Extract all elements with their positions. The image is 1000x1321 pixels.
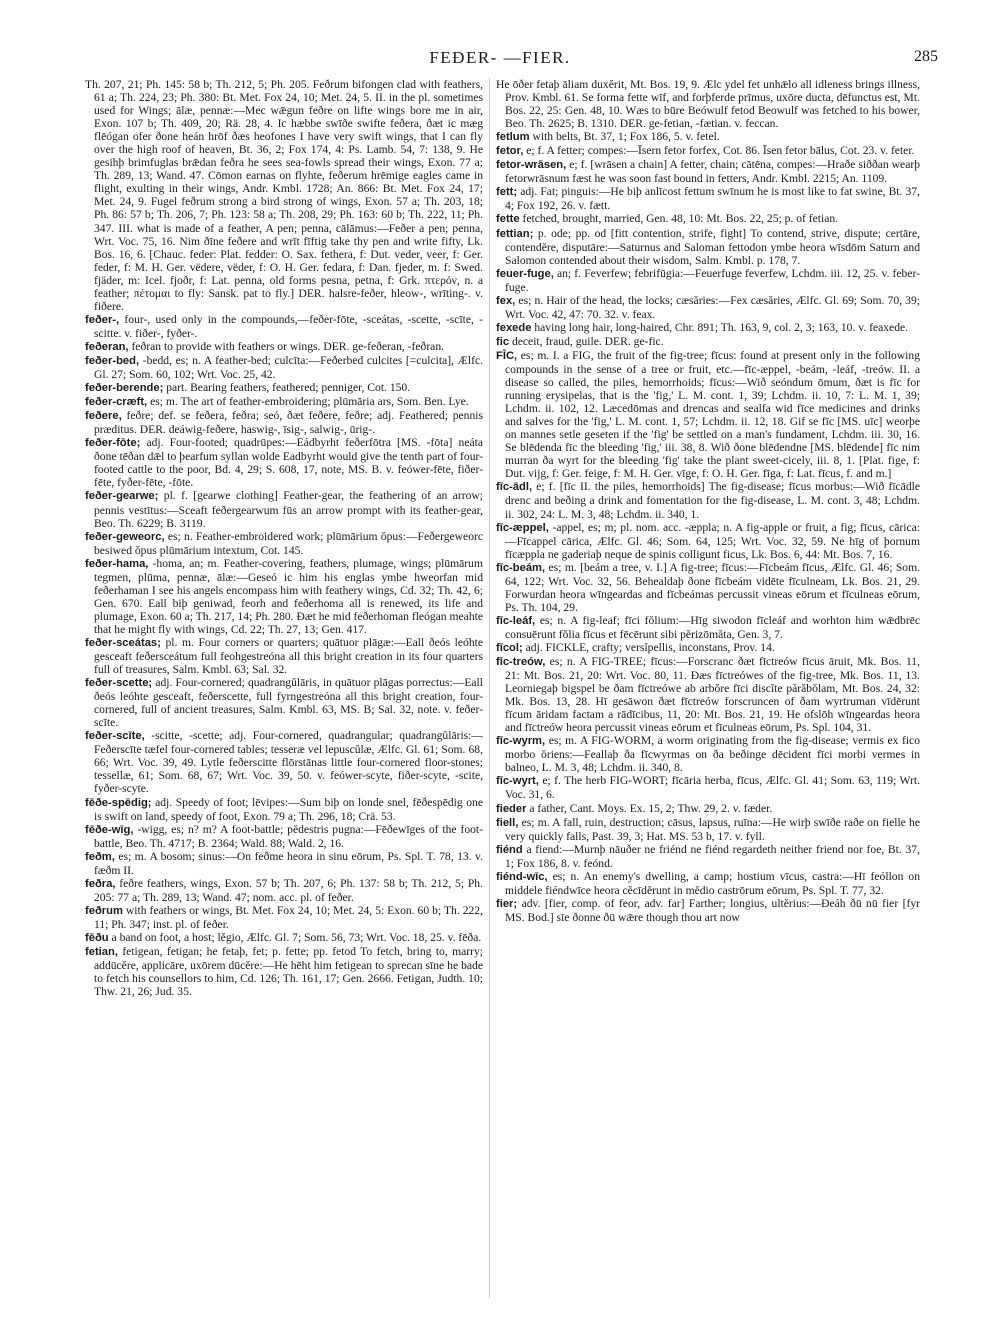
entry-headword: feðer-scīte, xyxy=(85,730,145,743)
entry-text: Th. 207, 21; Ph. 145: 58 b; Th. 212, 5; Ph. 205. Feðrum bifongen clad with feathers, 61 a; Th. 224, 23; Ph. 380: Bt. Met. Fox 24, 10; Met. 24, 5. II. in the pl. sometimes used for Wings; ālæ, pennæ:—Mec wǣgun feðre on lifte wings bore me in air, Exon. 107 b; Th. 409, 20; Rä. 28, 4. Ic hæbbe swīðe swifte feðera, ðæt ic mæg flēógan ofer ðone heán hrōf ðæs heofones I have very swift wings, that I can fly over the high roof of heaven, Bt. 36, 2; Fox 174, 4: Ps. Lamb. 54, 7: 138, 9. He gesihþ brimfuglas brǣdan feðra he sees sea-fowls spread their wings, Exon. 77 a; Th. 289, 13; Wand. 47. Cōmon earnas on flyhte, feðerum hrēmige eagles came in flight, exulting in their wings, Andr. Kmbl. 1728; An. 866: Bt. Met. Fox 24, 17; Met. 24, 9. Fugel feðrum strong a bird strong of wings, Exon. 57 a; Th. 203, 18; Ph. 86: 57 b; Th. 206, 7; Ph. 123: 58 a; Th. 208, 29; Ph. 163: 60 b; Th. 222, 11; Ph. 347. III. what is made of a feather, A pen; penna, cālāmus:—Feðer a pen; penna, Wrt. Voc. 75, 16. Nim ðīne feðere and wrīt fīftig take thy pen and write fifty, Lk. Bos. 16, 6. [Chauc. feder: Plat. fedder: O. Sax. fethera, f: Dut. veder, veer, f: Ger. feder, f: M. H. Ger. vëdere, vëder, f: O. H. Ger. fedara, f: Dan. fjeder, m. f: Swed. fjäder, m: Icel. fjoðr, f: Lat. penna, old forms pesna, petna, f: Grk. πτερόν, n. a feather; πέτομαι to fly: Sansk. pat to fly.] DER. halsre-feðer, hleow-, wrīting-. v. fiðere. xyxy=(85,78,483,313)
dictionary-entry xyxy=(496,561,920,614)
dictionary-entry xyxy=(496,335,920,349)
entry-text: having long hair, long-haired, Chr. 891; Th. 163, 9, col. 2, 3; 163, 10. v. feaxede. xyxy=(534,320,909,334)
entry-headword: fīcol; xyxy=(496,641,523,654)
entry-text: adj. Fat; pinguis:—He biþ anlīcost fettum swīnum he is most like to fat swine, Bt. 37, 4; Fox 192, 26. v. fætt. xyxy=(505,185,920,213)
dictionary-entry xyxy=(496,294,920,321)
entry-text: -wigg, es; n? m? A foot-battle; pĕdestris pugna:—Fēðewīges of the foot-battle, Beo. Th. 4717; B. 2364; Wald. 88; Wald. 2, 16. xyxy=(94,822,483,850)
entry-headword: fiénd xyxy=(496,843,523,856)
dictionary-entry xyxy=(85,931,483,945)
dictionary-entry xyxy=(496,349,920,480)
entry-text: -homa, an; m. Feather-covering, feathers, plumage, wings; plūmārum tegmen, plūma, pennæ, ālæ:—Geseó ic him his englas ymbe hweorfan mid feðerhaman I see his angels encompass him with feathery wings, Cd. 32; Th. 42, 6; Gen. 670. Eall biþ geniwad, feorh and feðerhoma all is renewed, its life and plumage, Exon. 60 a; Th. 217, 14; Ph. 280. Ðæt he mid feðerhoman fleógan meahte that he might fly with wings, Cd. 22; Th. 27, 13; Gen. 417. xyxy=(94,556,483,636)
entry-headword: fēðu xyxy=(85,932,109,944)
dictionary-entry xyxy=(496,843,920,870)
entry-text: adj. Four-footed; quadrūpes:—Eádbyrht feðerfōtra [MS. -fōta] neáta ðone tēðan dǣl to þearfum syllan wolde Eadbyrht would give the tenth part of four-footed cattle to the poor, Bd. 4, 29; S. 608, 17, note, MS. B. v. feówer-fēte, fiðer-fēte, fyðer-fēte, -fōte. xyxy=(94,436,483,490)
entry-headword: fīc-wyrm, xyxy=(496,735,546,748)
dictionary-entry xyxy=(85,340,483,354)
dictionary-entry xyxy=(85,354,483,381)
entry-text: a band on foot, a host; lĕgio, Ælfc. Gl. 7; Som. 56, 73; Wrt. Voc. 18, 25. v. fēða. xyxy=(111,931,482,944)
entry-headword: feðer-hama, xyxy=(85,557,149,570)
entry-text: p. ode; pp. od [fitt contention, strife, fight] To contend, strive, dispute; certāre, contendĕre, disputāre:—Saturnus and Saloman fettodon ymbe heora wīsdōm Saturn and Salomon contended about their wisdom, Salm. Kmbl. p. 178, 7. xyxy=(505,226,920,267)
entry-headword: feðer-bed, xyxy=(85,354,140,367)
dictionary-entry xyxy=(496,802,920,816)
right-column xyxy=(496,78,920,1303)
entry-text: es; m. [beám a tree, v. I.] A fig-tree; fīcus:—Fīcbeám fīcus, Ælfc. Gl. 46; Som. 64, 122; Wrt. Voc. 32, 56. Behealdaþ ðone fīcbeám vidēte fīculneam, Lk. Bos. 21, 29. Forwurdan heora wīngeardas and fīcbeámas percussit vineas eōrum et fīculneas eōrum, Ps. Th. 104, 29. xyxy=(505,560,920,614)
entry-headword: fic xyxy=(496,335,510,348)
entry-headword: fetor, xyxy=(496,145,524,158)
entry-headword: fiénd-wīc, xyxy=(496,870,548,883)
entry-text: es; n. Feather-embroidered work; plūmārium ŏpus:—Feðergeweorc besiwed ŏpus plūmārium intextum, Cot. 145. xyxy=(94,529,483,557)
dictionary-entry xyxy=(496,521,920,561)
entry-headword: fetor-wrāsen, xyxy=(496,159,567,172)
dictionary-entry xyxy=(496,734,920,774)
dictionary-entry xyxy=(496,78,920,130)
entry-headword: fīc-treów, xyxy=(496,656,546,669)
entry-text: four-, used only in the compounds,—feðer-fōte, -sceátas, -scette, -scīte, -scitte. v. fiðer-, fyðer-. xyxy=(94,312,483,340)
entry-headword: feuer-fuge, xyxy=(496,267,554,280)
entry-headword: feðer-gearwe; xyxy=(85,490,159,503)
dictionary-entry xyxy=(85,489,483,529)
entry-text: deceit, fraud, guile. DER. ge-fic. xyxy=(511,334,664,348)
entry-text: part. Bearing feathers, feathered; penniger, Cot. 150. xyxy=(166,381,411,395)
entry-text: adj. Speedy of foot; lēvipes:—Sum biþ on londe snel, fēðespēdig one is swift on land, speedy of foot, Exon. 79 a; Th. 296, 18; Crä. 53. xyxy=(94,795,483,823)
dictionary-entry xyxy=(85,676,483,729)
dictionary-entry xyxy=(496,897,920,924)
column-divider xyxy=(489,78,490,1298)
entry-text: es; m. I. a FIG, the fruit of the fig-tree; fīcus: found at present only in the following compounds in the sense of a tree or fruit, etc.—fīc-æppel, -beám, -leáf, -treów. II. a disease so called, the piles, hemorrhoids; fīcus:—Wið seóndum ōmum, ðæt is fīc for running erysipelas, that is the 'fig,' L. M. cont. 1, 39; Lchdm. ii. 10, 7: L. M. 1, 39; Lchdm. ii. 102, 12. Læcedōmas and drencas and sealfa wid fīce medicines and drinks and salves for the 'fig,' L. M. cont. 1, 57; Lchdm. ii. 12, 18. Gif se fīc [MS. uīc] weorþe on mannes setle geseten if the 'fig' be settled on a man's fundament, Lchdm. iii. 30, 16. Se blēdenda fīc the bleeding 'fig,' iii. 38, 8. Wið ðone blēdendne [MS. blēdende] fīc nim murran ða wyrt for the bleeding 'fig' take the plant sweet-cicely, iii. 8, 1. [Plat. fige, f: Dut. vijg, f: Ger. feige, f: M. H. Ger. vīge, f: O. H. Ger. fīga, f: Lat. fīcus, f. and m.] xyxy=(505,348,920,481)
dictionary-entry xyxy=(85,850,483,877)
entry-text: pl. m. Four corners or quarters; quātuor plāgæ:—Eall ðeós leóhte gesceaft feðersceátum full feohgestreóna all this bright creation in its four quarters full of treasures, Salm. Kmbl. 63; Sal. 32. xyxy=(94,635,483,677)
entry-text: feðran to provide with feathers or wings. DER. ge-feðeran, -feðran. xyxy=(131,339,445,353)
entry-headword: fīc-beám, xyxy=(496,561,546,574)
dictionary-entry xyxy=(496,870,920,897)
entry-headword: feðer-sceátas; xyxy=(85,636,161,649)
entry-headword: feðer-, xyxy=(85,313,120,326)
entry-text: -scitte, -scette; adj. Four-cornered, quadrangular; quadrangŭlāris:—Feðerscīte tæfel four-cornered tables; tesseræ vel lepuscŭlæ, Ælfc. Gl. 61; Som. 68, 66; Wrt. Voc. 39, 49. Lytle feðerscitte flōrstānas little four-cornered floor-stones; tessellæ, 61; Som. 68, 67; Wrt. Voc. 39, 50. v. feówer-scyte, fiðer-scyte, -scite, fyðer-scyte. xyxy=(94,729,483,796)
entry-text: e; f. A fetter; compes:—Īsern fetor forfex, Cot. 86. Īsen fetor bālus, Cot. 23. v. feter. xyxy=(526,144,915,158)
entry-headword: feðere, xyxy=(85,410,122,423)
dictionary-entry xyxy=(85,823,483,850)
page-header xyxy=(0,48,1000,74)
entry-headword: fier; xyxy=(496,897,518,910)
entry-headword: feðeran, xyxy=(85,340,129,353)
dictionary-entry xyxy=(85,381,483,395)
dictionary-entry xyxy=(85,78,483,313)
entry-text: e; f. [fīc II. the piles, hemorrhoids] The fig-disease; fīcus morbus:—Wið fīcādle drenc and beðing a drink and fomentation for the fig-disease, L. M. cont. 3, 48; Lchdm. ii. 302, 24: L. M. 3, 48; Lchdm. ii. 340, 1. xyxy=(505,480,920,521)
entry-text: an; f. Feverfew; febrifūgia:—Feuerfuge feverfew, Lchdm. iii. 12, 25. v. feber-fuge. xyxy=(505,266,920,294)
dictionary-entry xyxy=(85,436,483,489)
entry-headword: fetlum xyxy=(496,131,530,144)
entry-headword: fetian, xyxy=(85,946,118,959)
dictionary-entry xyxy=(496,641,920,655)
dictionary-entry xyxy=(85,877,483,904)
entry-headword: fett; xyxy=(496,186,518,199)
entry-text: He ōðer fetaþ āliam duxĕrit, Mt. Bos. 19, 9. Ælc ydel fet unhǣlo all idleness brings illness, Prov. Kmbl. 61. Se forma fette wīf, and forþferde prīmus, uxōre ducta, dēfunctus est, Mt. Bos. 22, 25: Gen. 48, 10. Wæs to būre Beówulf fetod Beowulf was fetched to his bower, Beo. Th. 2625; B. 1310. DER. ge-fetian, -fætian. v. feccan. xyxy=(496,78,920,131)
entry-text: adj. FICKLE, crafty; versĭpellis, inconstans, Prov. 14. xyxy=(525,640,775,654)
dictionary-entry xyxy=(85,557,483,636)
entry-text: es; n. A FIG-TREE; fīcus:—Forscranc ðæt fīctreów fīcus āruit, Mk. Bos. 11, 21: Mt. Bos. 21, 20: Wrt. Voc. 80, 11. Ðæs fīctreówes of the fig-tree, Mk. Bos. 11, 13. Leorniegaþ bigspel be ðam fīctreówe ab arbŏre fīci discĭte părăbŏlam, Mt. Bos. 24, 32: Mk. Bos. 13, 28. Hī gesāwon ðæt fīctreów forscruncen of ðam wyrtruman vīdērunt fīcum āridam factam a rādīcibus, 11, 20: Mt. Bos. 21, 19. He ofslōh wīngeardas heora and fīctreów heora percussit vineas eōrum et fīculneas eōrum, Ps. Spl. 104, 31. xyxy=(505,655,920,735)
entry-headword: fettian; xyxy=(496,227,534,240)
entry-headword: feðrum xyxy=(85,904,123,917)
entry-headword: fēðe-spēdig; xyxy=(85,796,152,809)
entry-headword: feðer-geweorc, xyxy=(85,530,165,543)
dictionary-entry xyxy=(496,212,920,226)
entry-text: es; m. A FIG-WORM, a worm originating from the fig-disease; vermis ex fico morbo ŏriens:—Feallaþ ða fīcwyrmas on ða beðinge dēcident fīci morbi vermes in balneo, L. M. 3, 48; Lchdm. ii. 340, 8. xyxy=(505,734,920,775)
entry-text: feðre; def. se feðera, feðra; seó, ðæt feðere, feðre; adj. Feathered; pennis præditus. DER. deáwig-feðere, haswig-, īsig-, salwig-, ūrig-. xyxy=(94,409,483,437)
entry-text: adj. Four-cornered; quadrangŭlāris, in quātuor plāgas porrectus:—Eall ðeós leóhte gesceaft, feðerscette, full fyrngestreóna all this bright creation, four-cornered, full of ancient treasures, Salm. Kmbl. 63, MS. B; Sal. 32, note. v. feðer-scīte. xyxy=(94,676,483,730)
dictionary-entry xyxy=(85,904,483,931)
entry-text: fetigean, fetigan; he fetaþ, fet; p. fette; pp. fetod To fetch, bring to, marry; addūcĕre, applicāre, uxōrem dūcĕre:—He hēht him fetigean to sprecan sīne he bade to fetch his counsellors to him, Cd. 126; Th. 161, 17; Gen. 2666. Fetigan, Judth. 10; Thw. 21, 26; Jud. 35. xyxy=(94,945,483,999)
page-number: 285 xyxy=(914,48,938,65)
entry-headword: fēðe-wīg, xyxy=(85,823,134,836)
entry-headword: FĪC, xyxy=(496,349,518,362)
entry-text: es; n. Hair of the head, the locks; cæsăries:—Fex cæsăries, Ælfc. Gl. 69; Som. 70, 39; Wrt. Voc. 42, 47: 70. 32. v. feax. xyxy=(505,293,920,321)
dictionary-entry xyxy=(496,158,920,185)
entry-text: pl. f. [gearwe clothing] Feather-gear, the feathering of an arrow; pennis vestītus:—Sceaft feðergearwum fūs an arrow prompt with its feather-gear, Beo. Th. 6229; B. 3119. xyxy=(94,489,483,530)
entry-text: e; f. The herb FIG-WORT; fīcāria herba, fīcus, Ælfc. Gl. 41; Som. 63, 119; Wrt. Voc. 31, 6. xyxy=(505,774,920,802)
entry-text: e; f. [wrāsen a chain] A fetter, chain; cātēna, compes:—Hraðe siððan wearþ fetorwrāsnum fæst he was soon fast bound in fetters, Andr. Kmbl. 2215; An. 1109. xyxy=(505,158,920,186)
dictionary-entry xyxy=(85,729,483,795)
entry-headword: fīc-wyrt, xyxy=(496,775,539,788)
entry-headword: fīc-æppel, xyxy=(496,521,549,534)
entry-headword: fexede xyxy=(496,321,532,334)
dictionary-entry xyxy=(85,636,483,676)
entry-text: es; m. The art of feather-embroidering; plūmāria ars, Som. Ben. Lye. xyxy=(150,395,469,409)
entry-headword: fīc-ādl, xyxy=(496,481,533,494)
entry-headword: feðer-fōte; xyxy=(85,437,141,450)
dictionary-entry xyxy=(496,321,920,335)
dictionary-entry xyxy=(496,774,920,801)
entry-text: fetched, brought, married, Gen. 48, 10: Mt. Bos. 22, 25; p. of fetian. xyxy=(522,212,839,226)
entry-text: -bedd, es; n. A feather-bed; culcīta:—Feðerbed culcites [=culcita], Ælfc. Gl. 27; Som. 60, 102; Wrt. Voc. 25, 42. xyxy=(94,353,483,382)
entry-headword: fīc-leáf, xyxy=(496,614,536,627)
entry-headword: fette xyxy=(496,213,520,226)
dictionary-entry xyxy=(496,614,920,641)
entry-text: feðre feathers, wings, Exon. 57 b; Th. 207, 6; Ph. 137: 58 b; Th. 212, 5; Ph. 205: 77 a; Th. 289, 13; Wand. 47; nom. acc. pl. of feðer. xyxy=(94,876,483,904)
entry-text: -appel, es; m; pl. nom. acc. -æppla; n. A fig-apple or fruit, a fig; fīcus, cārica:—Fīcappel cārica, Ælfc. Gl. 46; Som. 64, 125; Wrt. Voc. 32, 59. Ne hīg of þornum fīcæppla ne gaderiaþ neque de spinis colligunt ficus, Lk. Bos. 6, 44: Mt. Bos. 7, 16. xyxy=(505,520,920,561)
entry-headword: feðer-cræft, xyxy=(85,396,148,409)
entry-text: es; n. A fig-leaf; fīci fŏlium:—Hīg siwodon fīcleáf and worhton him wǣdbrēc consuērunt fŏlia fīcus et fēcērunt sibi pĕrizōmăta, Gen. 3, 7. xyxy=(505,613,920,641)
dictionary-entry xyxy=(496,267,920,294)
entry-headword: fieder xyxy=(496,802,527,815)
left-column xyxy=(85,78,483,1303)
entry-headword: fex, xyxy=(496,294,516,307)
dictionary-entry xyxy=(496,185,920,212)
entry-text: with feathers or wings, Bt. Met. Fox 24, 10; Met. 24, 5: Exon. 60 b; Th. 222, 11; Ph. 347; inst. pl. of feðer. xyxy=(94,903,483,931)
entry-headword: feðm, xyxy=(85,850,115,863)
entry-text: es; m. A fall, ruin, destruction; cāsus, lapsus, ruīna:—He wirþ swīðe raðe on fielle he very quickly falls, Past. 39, 3; Hat. MS. 53 b, 17. v. fyll. xyxy=(505,815,920,843)
dictionary-entry xyxy=(85,313,483,340)
dictionary-entry xyxy=(496,144,920,158)
entry-headword: feðra, xyxy=(85,877,116,890)
entry-text: es; m. A bosom; sinus:—On feðme heora in sinu eōrum, Ps. Spl. T. 78, 13. v. fæðm II. xyxy=(94,849,483,877)
dictionary-entry xyxy=(496,130,920,144)
dictionary-entry xyxy=(496,480,920,520)
dictionary-entry xyxy=(85,395,483,409)
dictionary-entry xyxy=(85,530,483,557)
entry-text: a fiend:—Murnþ nāuðer ne friénd ne fiénd regardeth neither friend nor foe, Bt. 37, 1; Fox 186, 8. v. feónd. xyxy=(505,842,920,870)
dictionary-entry xyxy=(496,227,920,267)
dictionary-entry xyxy=(85,796,483,823)
dictionary-entry xyxy=(85,409,483,436)
entry-text: adv. [fier, comp. of feor, adv. far] Farther; longius, ultĕrius:—Ðeáh ðū nū fier [fyr MS. Bod.] sīe ðonne ðū wǣre though thou art now xyxy=(505,896,920,924)
dictionary-entry xyxy=(496,655,920,734)
running-title: FEÐER- —FIER. xyxy=(429,48,571,67)
dictionary-entry xyxy=(496,816,920,843)
entry-text: with belts, Bt. 37, 1; Fox 186, 5. v. fetel. xyxy=(532,130,720,144)
entry-text: a father, Cant. Moys. Ex. 15, 2; Thw. 29, 2. v. fæder. xyxy=(529,801,773,815)
entry-headword: feðer-berende; xyxy=(85,382,164,395)
entry-text: es; n. An enemy's dwelling, a camp; hostium vīcus, castra:—Hī feóllon on middele fiéndwīce heora cĕcīdĕrunt in mĕdio castrōrum eōrum, Ps. Spl. T. 77, 32. xyxy=(505,869,920,897)
entry-headword: feðer-scette; xyxy=(85,677,153,690)
dictionary-entry xyxy=(85,945,483,998)
entry-headword: fiell, xyxy=(496,816,519,829)
